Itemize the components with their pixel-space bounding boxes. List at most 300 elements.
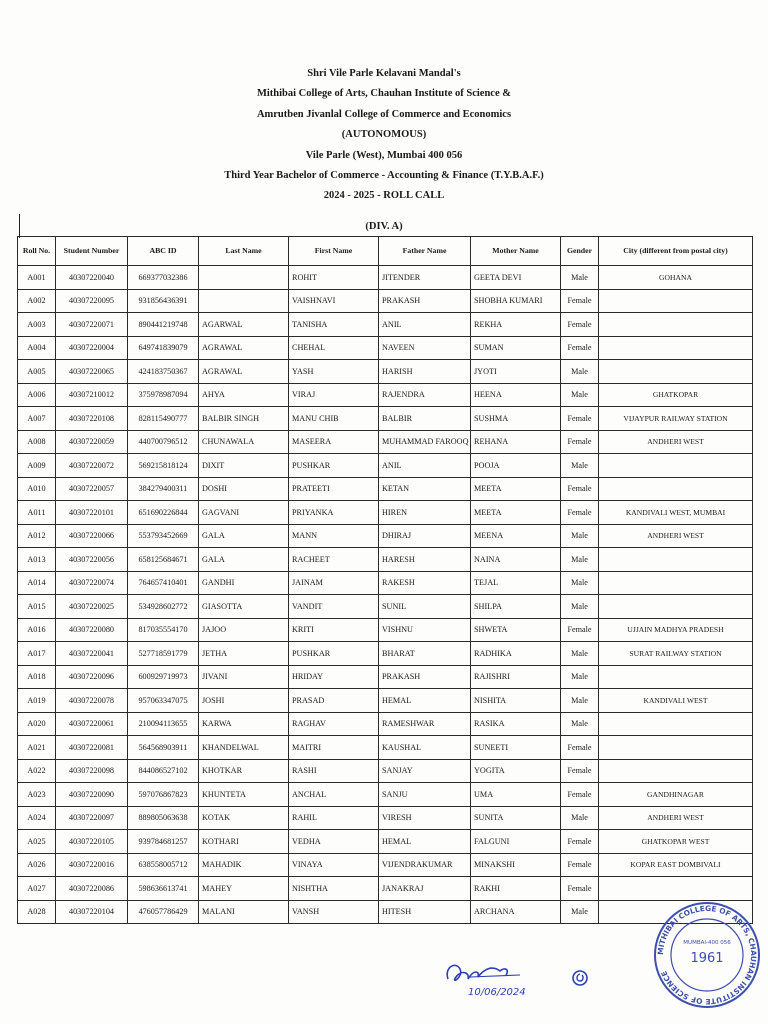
cell-first-name: TANISHA (289, 313, 379, 337)
cell-gender: Male (561, 360, 599, 384)
cell-roll-no: A005 (18, 360, 56, 384)
col-roll-no: Roll No. (18, 237, 56, 266)
seal-outer-text: MITHIBAI COLLEGE OF ARTS, CHAUHAN INSTITUTE OF SCIENCE (655, 903, 759, 1007)
cell-student-number: 40307220081 (56, 736, 128, 760)
cell-abc-id: 564568903911 (128, 736, 199, 760)
cell-first-name: VANSH (289, 900, 379, 924)
table-row (18, 360, 753, 384)
cell-first-name: ANCHAL (289, 783, 379, 807)
cell-father-name: RAJENDRA (379, 383, 471, 407)
cell-last-name: JAJOO (199, 618, 289, 642)
cell-gender: Male (561, 454, 599, 478)
table-row (18, 313, 753, 337)
table-row (18, 407, 753, 431)
cell-abc-id: 440700796512 (128, 430, 199, 454)
cell-abc-id: 534928602772 (128, 595, 199, 619)
cell-first-name: ROHIT (289, 266, 379, 290)
cell-city: GHATKOPAR (599, 383, 753, 407)
margin-line (19, 214, 20, 238)
cell-abc-id: 476057786429 (128, 900, 199, 924)
table-row (18, 595, 753, 619)
document-header (0, 64, 768, 232)
cell-student-number: 40307220095 (56, 289, 128, 313)
cell-father-name: JANAKRAJ (379, 877, 471, 901)
table-row (18, 642, 753, 666)
cell-city: KANDIVALI WEST (599, 689, 753, 713)
cell-abc-id: 210094113655 (128, 712, 199, 736)
table-row (18, 736, 753, 760)
cell-student-number: 40307220065 (56, 360, 128, 384)
cell-father-name: SANJAY (379, 759, 471, 783)
cell-roll-no: A003 (18, 313, 56, 337)
cell-city (599, 454, 753, 478)
cell-last-name: BALBIR SINGH (199, 407, 289, 431)
cell-father-name: RAMESHWAR (379, 712, 471, 736)
cell-city (599, 289, 753, 313)
cell-roll-no: A002 (18, 289, 56, 313)
cell-father-name: JITENDER (379, 266, 471, 290)
cell-last-name: GANDHI (199, 571, 289, 595)
cell-father-name: NAVEEN (379, 336, 471, 360)
cell-gender: Male (561, 383, 599, 407)
cell-first-name: VINAYA (289, 853, 379, 877)
cell-mother-name: ARCHANA (471, 900, 561, 924)
cell-city: ANDHERI WEST (599, 524, 753, 548)
cell-mother-name: HEENA (471, 383, 561, 407)
cell-mother-name: MEETA (471, 477, 561, 501)
cell-student-number: 40307220041 (56, 642, 128, 666)
cell-student-number: 40307220025 (56, 595, 128, 619)
cell-gender: Female (561, 289, 599, 313)
cell-city: KOPAR EAST DOMBIVALI (599, 853, 753, 877)
cell-last-name: AGRAWAL (199, 360, 289, 384)
cell-abc-id: 939784681257 (128, 830, 199, 854)
col-gender: Gender (561, 237, 599, 266)
cell-roll-no: A028 (18, 900, 56, 924)
table-row (18, 501, 753, 525)
cell-father-name: SUNIL (379, 595, 471, 619)
cell-roll-no: A001 (18, 266, 56, 290)
cell-first-name: KRITI (289, 618, 379, 642)
cell-abc-id: 638558005712 (128, 853, 199, 877)
cell-gender: Male (561, 712, 599, 736)
cell-abc-id: 598636613741 (128, 877, 199, 901)
cell-first-name: VAISHNAVI (289, 289, 379, 313)
cell-father-name: HITESH (379, 900, 471, 924)
col-last-name: Last Name (199, 237, 289, 266)
cell-city: ANDHERI WEST (599, 430, 753, 454)
seal-year: 1961 (690, 951, 724, 966)
table-row (18, 830, 753, 854)
cell-student-number: 40307220040 (56, 266, 128, 290)
col-mother-name: Mother Name (471, 237, 561, 266)
signature-mark (440, 955, 530, 1005)
cell-roll-no: A021 (18, 736, 56, 760)
table-row (18, 783, 753, 807)
table-row (18, 759, 753, 783)
header-line-college: Mithibai College of Arts, Chauhan Institute of Science & (256, 88, 512, 100)
cell-roll-no: A027 (18, 877, 56, 901)
cell-gender: Female (561, 877, 599, 901)
cell-city (599, 477, 753, 501)
cell-last-name: JIVANI (199, 665, 289, 689)
cell-mother-name: POOJA (471, 454, 561, 478)
cell-mother-name: UMA (471, 783, 561, 807)
header-line-year: 2024 - 2025 - ROLL CALL (323, 190, 445, 202)
cell-father-name: SANJU (379, 783, 471, 807)
cell-student-number: 40307220016 (56, 853, 128, 877)
cell-abc-id: 424183750367 (128, 360, 199, 384)
cell-city (599, 313, 753, 337)
col-father-name: Father Name (379, 237, 471, 266)
cell-roll-no: A024 (18, 806, 56, 830)
cell-gender: Male (561, 571, 599, 595)
cell-mother-name: RASIKA (471, 712, 561, 736)
cell-mother-name: SUSHMA (471, 407, 561, 431)
cell-city (599, 595, 753, 619)
table-row (18, 900, 753, 924)
cell-mother-name: MEETA (471, 501, 561, 525)
cell-gender: Male (561, 266, 599, 290)
cell-city: KANDIVALI WEST, MUMBAI (599, 501, 753, 525)
table-row (18, 289, 753, 313)
cell-city: GOHANA (599, 266, 753, 290)
cell-city: GHATKOPAR WEST (599, 830, 753, 854)
table-body (18, 266, 753, 924)
cell-city (599, 665, 753, 689)
col-city: City (different from postal city) (599, 237, 753, 266)
cell-last-name: KHANDELWAL (199, 736, 289, 760)
cell-gender: Male (561, 524, 599, 548)
cell-gender: Female (561, 736, 599, 760)
cell-city (599, 548, 753, 572)
cell-gender: Female (561, 430, 599, 454)
cell-abc-id: 553793452669 (128, 524, 199, 548)
cell-mother-name: NAINA (471, 548, 561, 572)
cell-last-name: DOSHI (199, 477, 289, 501)
cell-student-number: 40307220066 (56, 524, 128, 548)
cell-student-number: 40307220096 (56, 665, 128, 689)
cell-father-name: KETAN (379, 477, 471, 501)
cell-student-number: 40307220074 (56, 571, 128, 595)
table-row (18, 477, 753, 501)
cell-last-name: GIASOTTA (199, 595, 289, 619)
table-row (18, 336, 753, 360)
cell-last-name: JOSHI (199, 689, 289, 713)
cell-mother-name: SHWETA (471, 618, 561, 642)
cell-mother-name: SUNEETI (471, 736, 561, 760)
cell-first-name: RAHIL (289, 806, 379, 830)
cell-gender: Male (561, 806, 599, 830)
cell-student-number: 40307220080 (56, 618, 128, 642)
cell-first-name: PRATEETI (289, 477, 379, 501)
table-row (18, 524, 753, 548)
col-abc-id: ABC ID (128, 237, 199, 266)
cell-city: VIJAYPUR RAILWAY STATION (599, 407, 753, 431)
cell-mother-name: TEJAL (471, 571, 561, 595)
seal-inner-text: MUMBAI-400 056 (683, 940, 731, 946)
cell-gender: Male (561, 900, 599, 924)
cell-mother-name: SUMAN (471, 336, 561, 360)
cell-student-number: 40307220101 (56, 501, 128, 525)
cell-first-name: MASEERA (289, 430, 379, 454)
cell-roll-no: A015 (18, 595, 56, 619)
cell-first-name: CHEHAL (289, 336, 379, 360)
col-first-name: First Name (289, 237, 379, 266)
table-row (18, 853, 753, 877)
cell-student-number: 40307220078 (56, 689, 128, 713)
cell-city (599, 712, 753, 736)
cell-abc-id: 649741839079 (128, 336, 199, 360)
cell-student-number: 40307220108 (56, 407, 128, 431)
cell-last-name: AGRAWAL (199, 336, 289, 360)
table-row (18, 618, 753, 642)
cell-student-number: 40307220071 (56, 313, 128, 337)
cell-gender: Female (561, 313, 599, 337)
table-row (18, 430, 753, 454)
cell-mother-name: SHILPA (471, 595, 561, 619)
cell-roll-no: A019 (18, 689, 56, 713)
cell-roll-no: A014 (18, 571, 56, 595)
cell-last-name: GALA (199, 524, 289, 548)
cell-father-name: PRAKASH (379, 665, 471, 689)
cell-student-number: 40307210012 (56, 383, 128, 407)
cell-gender: Female (561, 407, 599, 431)
cell-first-name: NISHTHA (289, 877, 379, 901)
table-row (18, 806, 753, 830)
cell-last-name: MAHADIK (199, 853, 289, 877)
cell-gender: Male (561, 595, 599, 619)
cell-roll-no: A018 (18, 665, 56, 689)
cell-last-name: AHYA (199, 383, 289, 407)
cell-student-number: 40307220098 (56, 759, 128, 783)
cell-last-name: KOTAK (199, 806, 289, 830)
cell-abc-id: 931856436391 (128, 289, 199, 313)
cell-roll-no: A013 (18, 548, 56, 572)
cell-mother-name: MINAKSHI (471, 853, 561, 877)
cell-abc-id: 669377032386 (128, 266, 199, 290)
cell-student-number: 40307220057 (56, 477, 128, 501)
cell-city (599, 877, 753, 901)
cell-gender: Male (561, 548, 599, 572)
cell-last-name: KOTHARI (199, 830, 289, 854)
cell-last-name: CHUNAWALA (199, 430, 289, 454)
cell-city: SURAT RAILWAY STATION (599, 642, 753, 666)
cell-last-name (199, 266, 289, 290)
cell-first-name: HRIDAY (289, 665, 379, 689)
cell-first-name: PUSHKAR (289, 454, 379, 478)
cell-city: ANDHERI WEST (599, 806, 753, 830)
cell-roll-no: A012 (18, 524, 56, 548)
cell-mother-name: YOGITA (471, 759, 561, 783)
cell-city (599, 736, 753, 760)
cell-abc-id: 569215818124 (128, 454, 199, 478)
cell-abc-id: 828115490777 (128, 407, 199, 431)
cell-father-name: BALBIR (379, 407, 471, 431)
college-seal (652, 900, 762, 1010)
cell-mother-name: FALGUNI (471, 830, 561, 854)
cell-mother-name: NISHITA (471, 689, 561, 713)
cell-first-name: VEDHA (289, 830, 379, 854)
cell-mother-name: REHANA (471, 430, 561, 454)
cell-mother-name: SUNITA (471, 806, 561, 830)
cell-student-number: 40307220086 (56, 877, 128, 901)
cell-gender: Male (561, 689, 599, 713)
cell-roll-no: A023 (18, 783, 56, 807)
cell-abc-id: 844086527102 (128, 759, 199, 783)
cell-mother-name: MEENA (471, 524, 561, 548)
cell-gender: Female (561, 501, 599, 525)
cell-roll-no: A007 (18, 407, 56, 431)
cell-mother-name: SHOBHA KUMARI (471, 289, 561, 313)
cell-student-number: 40307220059 (56, 430, 128, 454)
cell-roll-no: A004 (18, 336, 56, 360)
cell-student-number: 40307220097 (56, 806, 128, 830)
cell-father-name: HIREN (379, 501, 471, 525)
cell-father-name: DHIRAJ (379, 524, 471, 548)
signature-date: 10/06/2024 (468, 987, 526, 998)
cell-abc-id: 375978987094 (128, 383, 199, 407)
cell-first-name: PRASAD (289, 689, 379, 713)
cell-abc-id: 658125684671 (128, 548, 199, 572)
header-line-trust: Shri Vile Parle Kelavani Mandal's (307, 68, 461, 79)
cell-father-name: VIRESH (379, 806, 471, 830)
cell-first-name: PRIYANKA (289, 501, 379, 525)
cell-last-name: KHOTKAR (199, 759, 289, 783)
cell-first-name: RACHEET (289, 548, 379, 572)
cell-father-name: KAUSHAL (379, 736, 471, 760)
cell-abc-id: 890441219748 (128, 313, 199, 337)
cell-gender: Female (561, 853, 599, 877)
table-row (18, 665, 753, 689)
cell-last-name: GAGVANI (199, 501, 289, 525)
cell-last-name: DIXIT (199, 454, 289, 478)
table-row (18, 266, 753, 290)
cell-first-name: MANU CHIB (289, 407, 379, 431)
cell-abc-id: 764657410401 (128, 571, 199, 595)
cell-gender: Female (561, 759, 599, 783)
cell-abc-id: 527718591779 (128, 642, 199, 666)
cell-abc-id: 651690226844 (128, 501, 199, 525)
cell-student-number: 40307220072 (56, 454, 128, 478)
cell-first-name: YASH (289, 360, 379, 384)
header-line-course: Third Year Bachelor of Commerce - Accounting & Finance (T.Y.B.A.F.) (224, 169, 544, 181)
cell-student-number: 40307220056 (56, 548, 128, 572)
cell-roll-no: A016 (18, 618, 56, 642)
table-row (18, 712, 753, 736)
cell-first-name: JAINAM (289, 571, 379, 595)
cell-first-name: VIRAJ (289, 383, 379, 407)
cell-mother-name: RAJISHRI (471, 665, 561, 689)
cell-last-name: KHUNTETA (199, 783, 289, 807)
cell-gender: Male (561, 665, 599, 689)
cell-last-name: MALANI (199, 900, 289, 924)
cell-mother-name: GEETA DEVI (471, 266, 561, 290)
cell-roll-no: A011 (18, 501, 56, 525)
table-row (18, 383, 753, 407)
cell-first-name: MANN (289, 524, 379, 548)
cell-father-name: VIJENDRAKUMAR (379, 853, 471, 877)
cell-gender: Female (561, 830, 599, 854)
cell-mother-name: RAKHI (471, 877, 561, 901)
cell-last-name (199, 289, 289, 313)
cell-roll-no: A025 (18, 830, 56, 854)
header-line-autonomous: (AUTONOMOUS) (341, 129, 427, 141)
cell-city (599, 759, 753, 783)
cell-father-name: HARESH (379, 548, 471, 572)
cell-first-name: PUSHKAR (289, 642, 379, 666)
table-row (18, 548, 753, 572)
initial-mark (568, 965, 592, 989)
cell-student-number: 40307220105 (56, 830, 128, 854)
cell-father-name: PRAKASH (379, 289, 471, 313)
cell-father-name: RAKESH (379, 571, 471, 595)
cell-city (599, 360, 753, 384)
cell-abc-id: 597076867823 (128, 783, 199, 807)
cell-mother-name: JYOTI (471, 360, 561, 384)
table-row (18, 571, 753, 595)
cell-roll-no: A026 (18, 853, 56, 877)
cell-city: GANDHINAGAR (599, 783, 753, 807)
cell-gender: Female (561, 336, 599, 360)
cell-last-name: MAHEY (199, 877, 289, 901)
cell-first-name: RASHI (289, 759, 379, 783)
cell-student-number: 40307220104 (56, 900, 128, 924)
cell-roll-no: A006 (18, 383, 56, 407)
cell-father-name: HEMAL (379, 689, 471, 713)
cell-abc-id: 957063347075 (128, 689, 199, 713)
table-row (18, 877, 753, 901)
cell-city: UJJAIN MADHYA PRADESH (599, 618, 753, 642)
roll-call-table (17, 236, 753, 924)
cell-gender: Female (561, 477, 599, 501)
cell-student-number: 40307220061 (56, 712, 128, 736)
cell-last-name: JETHA (199, 642, 289, 666)
cell-roll-no: A022 (18, 759, 56, 783)
cell-father-name: ANIL (379, 313, 471, 337)
cell-mother-name: RADHIKA (471, 642, 561, 666)
cell-abc-id: 817035554170 (128, 618, 199, 642)
cell-roll-no: A017 (18, 642, 56, 666)
header-line-college-2: Amrutben Jivanlal College of Commerce and Economics (256, 108, 512, 120)
cell-last-name: AGARWAL (199, 313, 289, 337)
cell-roll-no: A010 (18, 477, 56, 501)
cell-roll-no: A008 (18, 430, 56, 454)
header-division: (DIV. A) (365, 221, 403, 232)
cell-last-name: KARWA (199, 712, 289, 736)
cell-first-name: VANDIT (289, 595, 379, 619)
cell-city (599, 571, 753, 595)
cell-roll-no: A009 (18, 454, 56, 478)
cell-father-name: VISHNU (379, 618, 471, 642)
cell-abc-id: 384279400311 (128, 477, 199, 501)
cell-father-name: BHARAT (379, 642, 471, 666)
cell-father-name: ANIL (379, 454, 471, 478)
cell-student-number: 40307220004 (56, 336, 128, 360)
cell-father-name: HEMAL (379, 830, 471, 854)
cell-father-name: MUHAMMAD FAROOQ (379, 430, 471, 454)
cell-abc-id: 600929719973 (128, 665, 199, 689)
cell-city (599, 336, 753, 360)
cell-first-name: RAGHAV (289, 712, 379, 736)
cell-roll-no: A020 (18, 712, 56, 736)
cell-student-number: 40307220090 (56, 783, 128, 807)
cell-gender: Male (561, 642, 599, 666)
header-line-address: Vile Parle (West), Mumbai 400 056 (305, 149, 463, 161)
cell-abc-id: 889805063638 (128, 806, 199, 830)
table-header-row (18, 237, 753, 266)
table-row (18, 689, 753, 713)
